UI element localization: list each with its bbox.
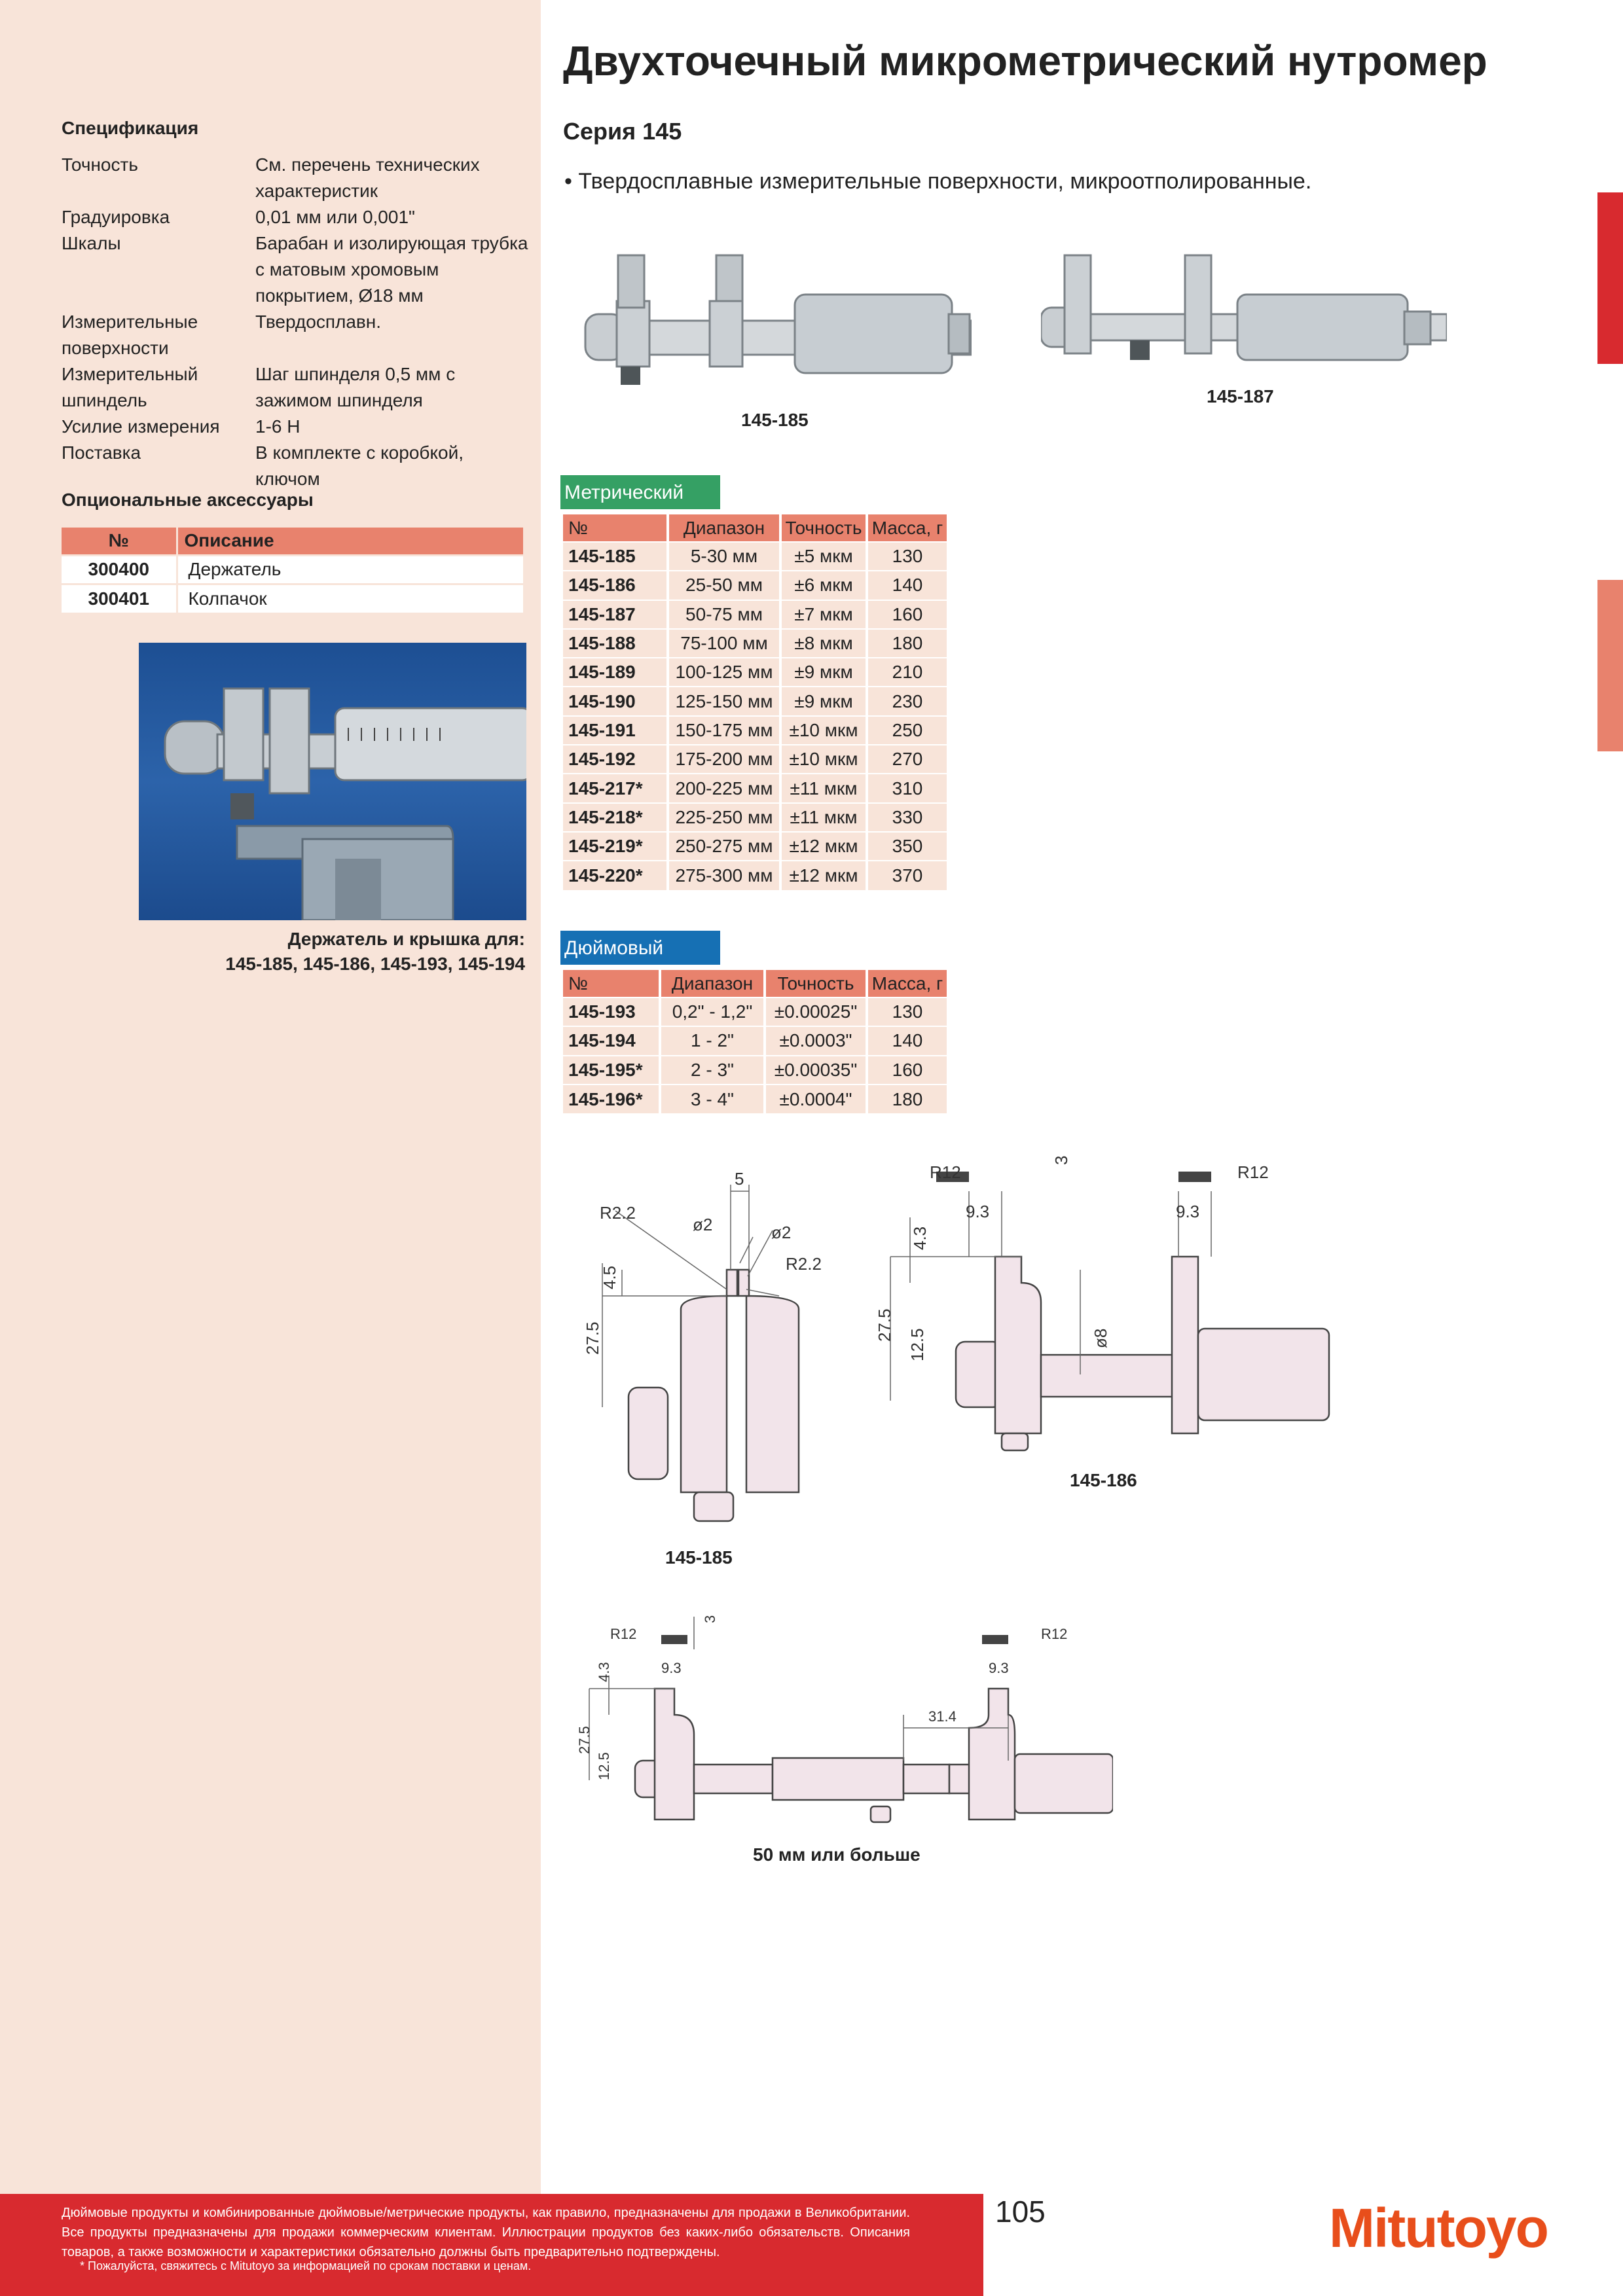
holder-caption-line-2: 145-185, 145-186, 145-193, 145-194 bbox=[225, 954, 525, 974]
holder-caption-line-1: Держатель и крышка для: bbox=[287, 929, 525, 949]
holder-caption bbox=[131, 927, 525, 977]
table-row bbox=[563, 600, 948, 629]
accessories-heading: Опциональные аксессуары bbox=[62, 490, 314, 510]
dim-r12-b: R12 bbox=[1041, 1626, 1068, 1642]
spec-key: Градуировка bbox=[62, 207, 170, 227]
accessories-table bbox=[62, 528, 525, 613]
metric-cell: 145-218* bbox=[563, 803, 668, 832]
drawing-label-145-186: 145-186 bbox=[1070, 1470, 1137, 1490]
spec-row bbox=[62, 230, 533, 309]
product-photo-145-185 bbox=[579, 242, 972, 393]
metric-cell: 350 bbox=[867, 832, 948, 861]
inch-cell: ±0.0004" bbox=[765, 1085, 867, 1113]
metric-cell: 230 bbox=[867, 687, 948, 715]
drawing-50mm-plus bbox=[563, 1610, 1113, 1846]
dim-9-3-a: 9.3 bbox=[966, 1202, 990, 1221]
metric-cell: 145-191 bbox=[563, 716, 668, 745]
table-row bbox=[563, 542, 948, 571]
metric-cell: 145-185 bbox=[563, 542, 668, 571]
spec-key: Усилие измерения bbox=[62, 416, 220, 437]
spec-table bbox=[62, 152, 533, 492]
metric-header: Масса, г bbox=[867, 514, 948, 542]
metric-cell: ±9 мкм bbox=[780, 658, 867, 687]
metric-cell: 100-125 мм bbox=[668, 658, 780, 687]
metric-cell: 145-220* bbox=[563, 861, 668, 889]
dim-r12-a: R12 bbox=[610, 1626, 637, 1642]
metric-cell: 75-100 мм bbox=[668, 629, 780, 658]
dim-5: 5 bbox=[735, 1169, 744, 1189]
spec-value: В комплекте с коробкой, ключом bbox=[255, 442, 464, 489]
table-row bbox=[563, 803, 948, 832]
drawing-label-50mm: 50 мм или больше bbox=[753, 1844, 921, 1865]
metric-cell: 145-186 bbox=[563, 571, 668, 600]
table-row bbox=[563, 745, 948, 774]
inch-cell: ±0.00035" bbox=[765, 1056, 867, 1085]
inch-cell: 1 - 2" bbox=[660, 1026, 765, 1055]
footer-note: * Пожалуйста, свяжитесь с Mitutoyo за информацией по срокам поставки и ценам. bbox=[80, 2259, 532, 2272]
metric-cell: 310 bbox=[867, 774, 948, 802]
metric-cell: 275-300 мм bbox=[668, 861, 780, 889]
metric-cell: 175-200 мм bbox=[668, 745, 780, 774]
metric-cell: ±6 мкм bbox=[780, 571, 867, 600]
metric-cell: 150-175 мм bbox=[668, 716, 780, 745]
inch-header: Диапазон bbox=[660, 970, 765, 997]
inch-cell: 140 bbox=[867, 1026, 948, 1055]
metric-cell: ±7 мкм bbox=[780, 600, 867, 629]
table-row bbox=[563, 629, 948, 658]
side-tab-salmon bbox=[1597, 580, 1623, 751]
dim-31-4: 31.4 bbox=[928, 1708, 957, 1725]
acc-desc: Держатель bbox=[177, 555, 524, 584]
dim-r22-b: R2.2 bbox=[786, 1254, 822, 1274]
acc-col-desc: Описание bbox=[177, 528, 524, 555]
table-row bbox=[563, 1026, 948, 1055]
spec-key: Измерительные поверхности bbox=[62, 312, 198, 358]
metric-cell: 140 bbox=[867, 571, 948, 600]
dim-r12-b: R12 bbox=[1237, 1162, 1269, 1182]
table-row bbox=[563, 716, 948, 745]
metric-cell: 145-219* bbox=[563, 832, 668, 861]
spec-key: Поставка bbox=[62, 442, 141, 463]
dim-r12-a: R12 bbox=[930, 1162, 961, 1182]
metric-cell: 160 bbox=[867, 600, 948, 629]
acc-col-no: № bbox=[62, 528, 177, 555]
metric-table bbox=[563, 514, 949, 890]
inch-cell: 130 bbox=[867, 997, 948, 1026]
dim-9-3-b: 9.3 bbox=[989, 1660, 1009, 1676]
dim-d2-a: ø2 bbox=[693, 1215, 713, 1234]
spec-value: 1-6 Н bbox=[255, 416, 301, 437]
dim-9-3-a: 9.3 bbox=[661, 1660, 682, 1676]
inch-header: Масса, г bbox=[867, 970, 948, 997]
metric-cell: ±11 мкм bbox=[780, 803, 867, 832]
table-row bbox=[563, 687, 948, 715]
inch-header: № bbox=[563, 970, 660, 997]
spec-value: Барабан и изолирующая трубка с матовым хромовым покрытием, Ø18 мм bbox=[255, 233, 528, 306]
dim-9-3-b: 9.3 bbox=[1176, 1202, 1200, 1221]
dim-12-5: 12.5 bbox=[907, 1328, 927, 1361]
metric-cell: 145-188 bbox=[563, 629, 668, 658]
spec-value: См. перечень технических характеристик bbox=[255, 154, 480, 201]
drawing-145-185 bbox=[576, 1165, 825, 1532]
metric-cell: ±11 мкм bbox=[780, 774, 867, 802]
metric-cell: 270 bbox=[867, 745, 948, 774]
inch-cell: 145-193 bbox=[563, 997, 660, 1026]
metric-cell: ±10 мкм bbox=[780, 745, 867, 774]
drawing-145-186 bbox=[871, 1152, 1342, 1466]
product-photo-145-187 bbox=[1041, 249, 1447, 373]
metric-cell: ±5 мкм bbox=[780, 542, 867, 571]
inch-cell: 145-194 bbox=[563, 1026, 660, 1055]
inch-cell: 160 bbox=[867, 1056, 948, 1085]
dim-4-5: 4.5 bbox=[600, 1265, 619, 1289]
side-tab-red bbox=[1597, 192, 1623, 364]
metric-cell: 145-187 bbox=[563, 600, 668, 629]
dim-27-5: 27.5 bbox=[583, 1321, 602, 1355]
series-title: Серия 145 bbox=[563, 118, 682, 145]
metric-header: № bbox=[563, 514, 668, 542]
photo-label-145-185: 145-185 bbox=[741, 410, 809, 430]
photo-label-145-187: 145-187 bbox=[1207, 386, 1274, 406]
metric-cell: 330 bbox=[867, 803, 948, 832]
inch-table bbox=[563, 970, 949, 1113]
spec-value: 0,01 мм или 0,001" bbox=[255, 207, 415, 227]
table-row bbox=[62, 584, 524, 613]
drawing-label-145-185: 145-185 bbox=[665, 1547, 733, 1568]
metric-cell: ±12 мкм bbox=[780, 861, 867, 889]
metric-cell: 200-225 мм bbox=[668, 774, 780, 802]
spec-row bbox=[62, 204, 533, 230]
inch-cell: ±0.00025" bbox=[765, 997, 867, 1026]
metric-cell: 225-250 мм bbox=[668, 803, 780, 832]
inch-cell: 180 bbox=[867, 1085, 948, 1113]
metric-cell: 180 bbox=[867, 629, 948, 658]
table-row bbox=[563, 774, 948, 802]
metric-cell: 25-50 мм bbox=[668, 571, 780, 600]
dim-d2-b: ø2 bbox=[771, 1223, 792, 1242]
spec-key: Точность bbox=[62, 154, 138, 175]
metric-header: Диапазон bbox=[668, 514, 780, 542]
dim-12-5: 12.5 bbox=[596, 1752, 612, 1780]
table-row bbox=[563, 997, 948, 1026]
metric-cell: ±8 мкм bbox=[780, 629, 867, 658]
holder-photo bbox=[139, 643, 526, 920]
dim-3: 3 bbox=[1051, 1155, 1071, 1165]
spec-key: Измерительный шпиндель bbox=[62, 364, 198, 410]
metric-cell: 210 bbox=[867, 658, 948, 687]
inch-badge: Дюймовый bbox=[560, 931, 720, 965]
table-row bbox=[563, 832, 948, 861]
dim-4-3: 4.3 bbox=[596, 1662, 612, 1682]
dim-27-5: 27.5 bbox=[875, 1308, 894, 1342]
spec-row bbox=[62, 361, 533, 414]
brand-logo: Mitutoyo bbox=[1329, 2197, 1548, 2259]
table-row bbox=[563, 658, 948, 687]
table-row bbox=[62, 555, 524, 584]
metric-cell: 145-217* bbox=[563, 774, 668, 802]
metric-cell: ±12 мкм bbox=[780, 832, 867, 861]
acc-desc: Колпачок bbox=[177, 584, 524, 613]
metric-cell: 125-150 мм bbox=[668, 687, 780, 715]
spec-row bbox=[62, 309, 533, 361]
dim-d8: ø8 bbox=[1091, 1328, 1110, 1348]
metric-header: Точность bbox=[780, 514, 867, 542]
holder-illustration bbox=[139, 643, 526, 920]
acc-no: 300401 bbox=[62, 584, 177, 613]
metric-cell: 250 bbox=[867, 716, 948, 745]
dim-3: 3 bbox=[702, 1615, 718, 1623]
table-row bbox=[563, 1056, 948, 1085]
table-row bbox=[563, 1085, 948, 1113]
metric-cell: ±10 мкм bbox=[780, 716, 867, 745]
metric-cell: 145-190 bbox=[563, 687, 668, 715]
feature-bullet: • Твердосплавные измерительные поверхности, микроотполированные. bbox=[564, 169, 1312, 194]
metric-badge: Метрический bbox=[560, 475, 720, 509]
dim-r22-a: R2.2 bbox=[600, 1203, 636, 1223]
dim-4-3: 4.3 bbox=[910, 1226, 930, 1250]
inch-cell: 145-196* bbox=[563, 1085, 660, 1113]
spec-row bbox=[62, 414, 533, 440]
spec-value: Твердосплавн. bbox=[255, 312, 382, 332]
inch-cell: 145-195* bbox=[563, 1056, 660, 1085]
metric-cell: 50-75 мм bbox=[668, 600, 780, 629]
feature-bullet-text: Твердосплавные измерительные поверхности, микроотполированные. bbox=[578, 169, 1312, 194]
spec-heading: Спецификация bbox=[62, 118, 199, 138]
spec-value: Шаг шпинделя 0,5 мм с зажимом шпинделя bbox=[255, 364, 456, 410]
metric-cell: 250-275 мм bbox=[668, 832, 780, 861]
metric-cell: 145-192 bbox=[563, 745, 668, 774]
spec-row bbox=[62, 152, 533, 204]
dim-27-5: 27.5 bbox=[576, 1726, 593, 1754]
metric-cell: 145-189 bbox=[563, 658, 668, 687]
metric-cell: 5-30 мм bbox=[668, 542, 780, 571]
table-row bbox=[563, 571, 948, 600]
metric-cell: 130 bbox=[867, 542, 948, 571]
metric-cell: 370 bbox=[867, 861, 948, 889]
inch-cell: ±0.0003" bbox=[765, 1026, 867, 1055]
footer-disclaimer: Дюймовые продукты и комбинированные дюймовые/метрические продукты, как правило, предназначены для продажи в Великобритании. Все продукты предназначены для продажи коммерческим клиентам. Иллюстрации продуктов без каких-либо обязательств. Описания товаров, а также возможности и характеристики обязательно должны быть предварительно подтверждены. bbox=[62, 2206, 910, 2259]
inch-cell: 3 - 4" bbox=[660, 1085, 765, 1113]
spec-row bbox=[62, 440, 533, 492]
page-title: Двухточечный микрометрический нутромер bbox=[563, 37, 1487, 84]
inch-header: Точность bbox=[765, 970, 867, 997]
inch-cell: 0,2" - 1,2" bbox=[660, 997, 765, 1026]
page-number: 105 bbox=[995, 2195, 1046, 2229]
table-row bbox=[563, 861, 948, 889]
spec-key: Шкалы bbox=[62, 233, 121, 253]
metric-cell: ±9 мкм bbox=[780, 687, 867, 715]
inch-cell: 2 - 3" bbox=[660, 1056, 765, 1085]
acc-no: 300400 bbox=[62, 555, 177, 584]
